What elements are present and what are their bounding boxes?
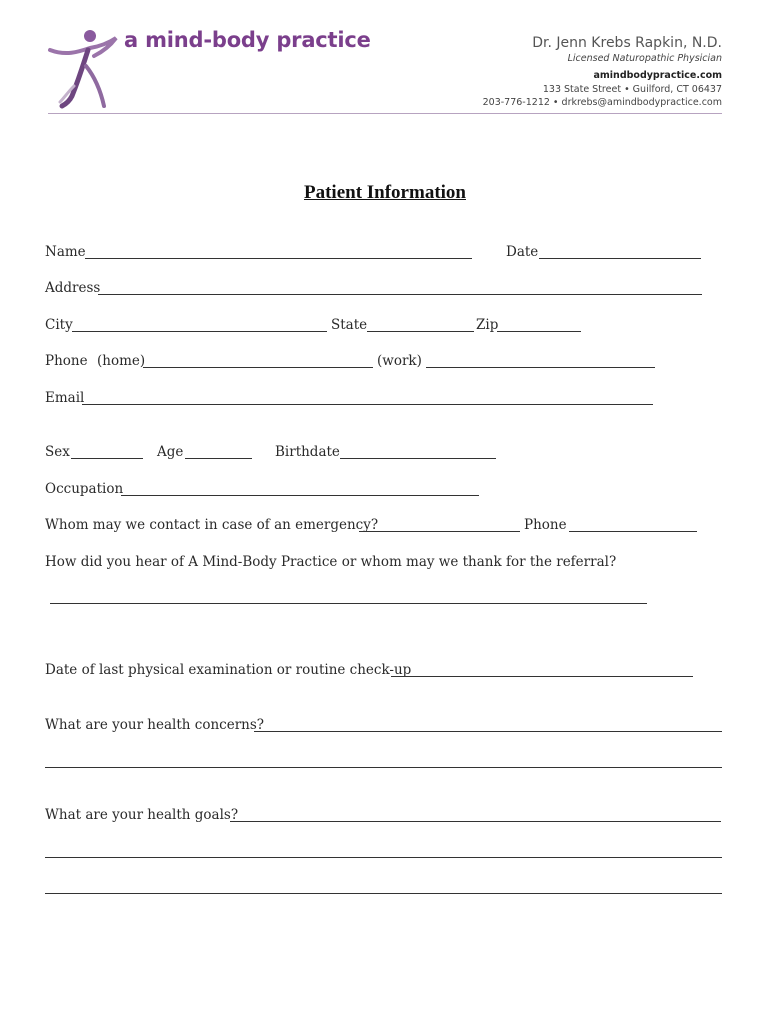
- home-label: (home): [97, 353, 146, 369]
- address-label: Address: [45, 280, 101, 296]
- emergency-contact-field[interactable]: [359, 531, 520, 532]
- occupation-label: Occupation: [45, 481, 124, 497]
- referral-label: How did you hear of A Mind-Body Practice or whom may we thank for the referral?: [45, 554, 617, 570]
- phone-label: Phone: [45, 353, 88, 369]
- work-phone-field[interactable]: [426, 367, 655, 368]
- contact-block: [483, 34, 722, 109]
- city-field[interactable]: [72, 331, 327, 332]
- name-field[interactable]: [85, 258, 472, 259]
- city-label: City: [45, 317, 73, 333]
- zip-field[interactable]: [497, 331, 581, 332]
- brand-name: a mind-body practice: [124, 28, 371, 52]
- dancing-figure-icon: [44, 26, 124, 110]
- goals-label: What are your health goals?: [45, 807, 239, 823]
- sex-label: Sex: [45, 444, 70, 460]
- goals-field-line-1[interactable]: [230, 821, 721, 822]
- age-label: Age: [157, 444, 184, 460]
- emergency-phone-label: Phone: [524, 517, 567, 533]
- work-label: (work): [377, 353, 422, 369]
- date-field[interactable]: [539, 258, 701, 259]
- sex-field[interactable]: [71, 458, 143, 459]
- state-label: State: [331, 317, 368, 333]
- goals-field-line-2[interactable]: [45, 857, 722, 858]
- emergency-phone-field[interactable]: [569, 531, 697, 532]
- doctor-title: Licensed Naturopathic Physician: [567, 53, 722, 64]
- zip-label: Zip: [476, 317, 499, 333]
- name-label: Name: [45, 244, 86, 260]
- birthdate-label: Birthdate: [275, 444, 340, 460]
- age-field[interactable]: [185, 458, 252, 459]
- email-label: Email: [45, 390, 85, 406]
- birthdate-field[interactable]: [340, 458, 496, 459]
- goals-field-line-3[interactable]: [45, 893, 722, 894]
- last-exam-label: Date of last physical examination or routine check-up: [45, 662, 412, 678]
- street-address: 133 State Street • Guilford, CT 06437: [542, 84, 722, 95]
- last-exam-field[interactable]: [391, 676, 693, 677]
- concerns-field-line-1[interactable]: [254, 731, 722, 732]
- header-divider: [48, 113, 722, 114]
- concerns-label: What are your health concerns?: [45, 717, 265, 733]
- emergency-label: Whom may we contact in case of an emergency?: [45, 517, 379, 533]
- page-title: Patient Information: [303, 182, 466, 203]
- email-field[interactable]: [82, 404, 653, 405]
- address-field[interactable]: [98, 294, 702, 295]
- home-phone-field[interactable]: [143, 367, 373, 368]
- date-label: Date: [506, 244, 539, 260]
- referral-field[interactable]: [50, 603, 647, 604]
- concerns-field-line-2[interactable]: [45, 767, 722, 768]
- doctor-name: Dr. Jenn Krebs Rapkin, N.D.: [532, 35, 722, 51]
- state-field[interactable]: [367, 331, 474, 332]
- phone-email: 203-776-1212 • drkrebs@amindbodypractice.com: [482, 97, 722, 108]
- occupation-field[interactable]: [121, 495, 479, 496]
- website-link[interactable]: amindbodypractice.com: [593, 70, 722, 81]
